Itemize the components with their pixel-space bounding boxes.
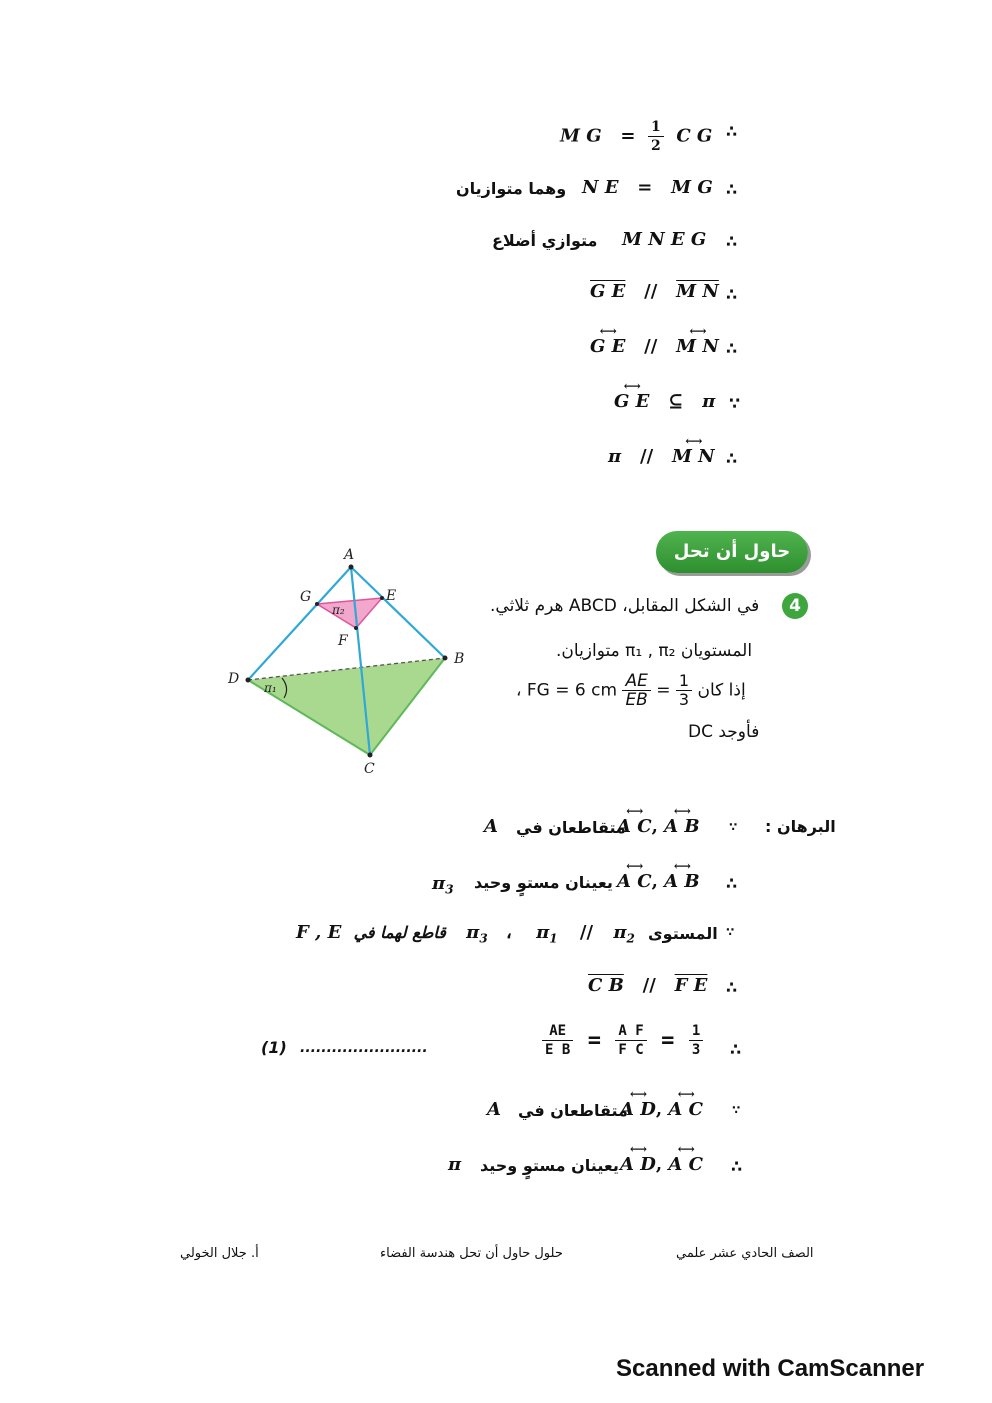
segment-ne: N E [582,177,619,198]
vertex-label-g: G [300,589,312,605]
problem-line-3 [516,672,746,709]
therefore-symbol: ∴ [726,874,738,893]
line-ab: ⟷ A B [664,804,700,837]
segment-cg: C G [676,125,713,147]
given-fg: ، FG = 6 cm [516,680,618,701]
plane-pi: π [702,391,716,412]
because-symbol: ∵ [726,925,735,939]
segment-cb: C B [588,975,624,996]
point-a: A [484,816,498,837]
because-symbol: ∵ [732,1103,741,1117]
line-ac: ⟷ A C [617,859,652,892]
vertex-label-e: E [386,588,397,604]
line-mn: ⟷ M N [671,434,715,467]
vertex-label-f: F [338,633,348,649]
therefore-symbol: ∴ [726,449,738,468]
fraction-ae-eb: $\frac{AE}{EB}$ [622,672,650,709]
parallelogram-text: متوازي أضلاع [492,231,598,250]
equals-sign: = [656,680,671,701]
top-plane-pi2 [317,598,382,628]
therefore-symbol: ∴ [730,1040,742,1059]
edge-ad [248,567,351,680]
problem-number: 4 [782,593,808,619]
lines-ab-ac: ⟷ A C, ⟷ A B [617,804,700,837]
segment-ge: G E [590,281,626,302]
segment-mn: M N [676,281,719,302]
plane-label-pi1: π₁ [264,681,277,695]
intersect-text: متقاطعان في [518,1101,628,1120]
parallel-symbol: // [644,281,658,302]
try-to-solve-badge: حاول أن تحل [656,531,808,573]
proof-row-4 [588,975,707,996]
parallel-symbol: // [640,446,654,467]
therefore-symbol: ∴ [726,232,738,251]
plane-word: المستوى [648,924,718,943]
line-ac: ⟷ A C [668,1087,703,1120]
therefore-symbol: ∴ [726,180,738,199]
line-ad: ⟷ A D [620,1087,656,1120]
proof-row-7 [608,434,715,467]
because-symbol: ∵ [729,394,741,413]
equals-sign: = [620,125,636,147]
line-ac: ⟷ A C [668,1142,703,1175]
segment-fe: F E [674,975,708,996]
segment-mg: M G [671,177,713,198]
footer-author: أ. جلال الخولي [180,1246,259,1261]
lines-ac-ad: ⟷ A D, ⟷ A C [620,1142,703,1175]
fraction-one-third: $\frac{1}{3}$ [676,672,692,709]
intersect-text: متقاطعان في [516,818,626,837]
problem-line-4: فأوجد DC [688,722,760,742]
footer-title: حلول حاول أن تحل هندسة الفضاء [380,1246,563,1261]
determine-plane-text: يعينان مستوٍ وحيد [480,1156,619,1175]
proof-row-2 [582,177,713,198]
plane-pi: π [608,446,622,467]
determine-plane-text: يعينان مستوٍ وحيد [474,873,613,892]
equals-sign: = [637,177,653,198]
intersect-at-text: قاطع لهما في [353,923,446,942]
fraction-half: $\frac{1}{2}$ [648,118,664,155]
parallel-symbol: // [644,336,658,357]
parallel-symbol: // [642,975,656,996]
because-symbol: ∵ [729,820,738,834]
vertex-label-d: D [228,671,240,687]
line-ab: ⟷ A B [664,859,700,892]
proof-row-4 [590,281,719,302]
parallel-symbol: // [579,922,594,943]
parallel-text: وهما متوازيان [456,179,567,198]
therefore-symbol: ∴ [726,122,738,141]
proof-row-1 [560,118,712,155]
plane-pi3: $\pi_3$ [432,873,454,897]
lines-ac-ad: ⟷ A D, ⟷ A C [620,1087,703,1120]
dotted-blank: ........................ [300,1040,428,1056]
ratio-equation: $\frac{AE}{\text{E B}}$ = $\frac{\text{A F}}{\text{F C}}$ = $\frac{1}{3}$ [542,1022,703,1059]
therefore-symbol: ∴ [726,978,738,997]
plane-pi: π [448,1154,462,1175]
equation-ref: (1) [261,1038,287,1057]
plane-pi1: $\pi_1$ [536,922,558,946]
points-f-e: F , E [296,922,342,943]
plane-label-pi2: π₂ [332,603,345,617]
line-ad: ⟷ A D [620,1142,656,1175]
proof-row-3: F , E قاطع لهما في $\pi_3$ ، $\pi_1 // \pi_2$ [296,922,635,946]
point-a: A [487,1099,501,1120]
plane-pi2: $\pi_2$ [613,922,635,946]
footer-grade: الصف الحادي عشر علمي [676,1246,814,1261]
problem-line-2: المستويان π₁ , π₂ متوازيان. [556,641,753,661]
fraction-ae-eb: $\frac{AE}{\text{E B}}$ [542,1022,573,1059]
vertex-label-b: B [454,651,465,667]
plane-pi3: $\pi_3$ [466,922,488,946]
tetrahedron-figure [220,540,480,780]
line-ac: ⟷ A C [617,804,652,837]
therefore-symbol: ∴ [726,339,738,358]
therefore-symbol: ∴ [731,1157,743,1176]
proof-row-6 [614,379,716,412]
proof-label: البرهان : [765,817,836,836]
quadrilateral-mneg: M N E G [622,229,707,250]
scanner-watermark: Scanned with CamScanner [616,1355,925,1382]
line-mn: ⟷ M N [676,324,719,357]
proof-row-5 [590,324,719,357]
line-ge: ⟷ G E [614,379,650,412]
fraction-af-fc: $\frac{\text{A F}}{\text{F C}}$ [615,1022,646,1059]
fraction-one-third: $\frac{1}{3}$ [689,1022,703,1059]
vertex-label-a: A [344,547,355,563]
segment-mg: M G [560,125,602,147]
subset-symbol: ⊆ [668,391,684,412]
vertex-label-c: C [364,761,375,777]
problem-line-1: في الشكل المقابل، ABCD هرم ثلاثي. [490,596,760,616]
line-ge: ⟷ G E [590,324,626,357]
lines-ab-ac: ⟷ A C, ⟷ A B [617,859,700,892]
therefore-symbol: ∴ [726,285,738,304]
if-text: إذا كان [697,680,746,701]
